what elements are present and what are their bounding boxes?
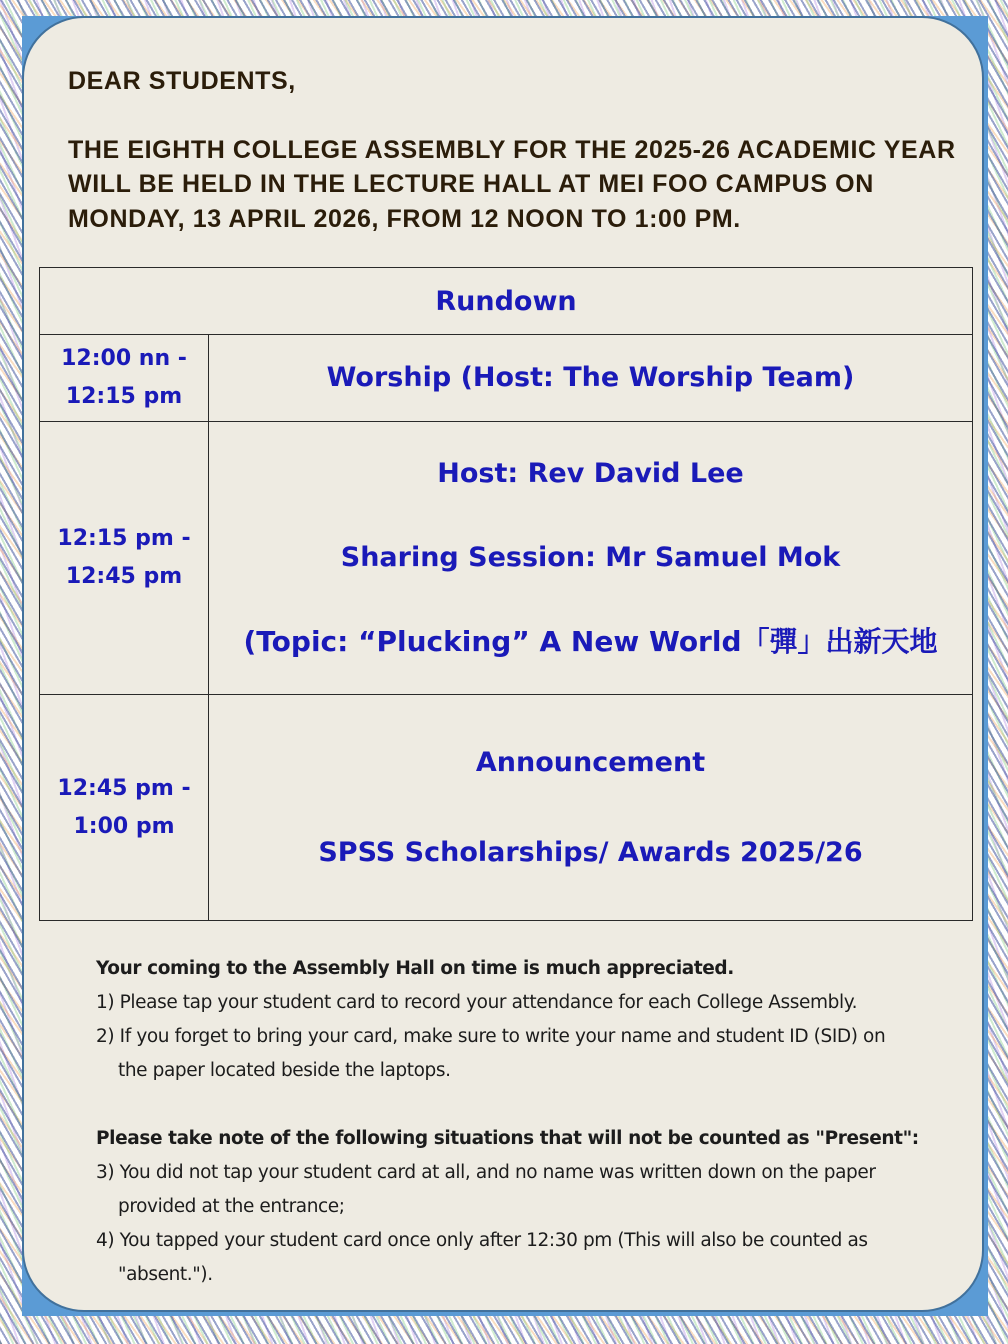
time-cell — [40, 695, 209, 921]
event-sharing-session: Sharing Session: Mr Samuel Mok — [340, 542, 841, 573]
notes-heading-1: Your coming to the Assembly Hall on time is much appreciated. — [96, 958, 734, 979]
event-cell — [209, 335, 973, 422]
event-cell — [209, 695, 973, 921]
rundown-table — [39, 267, 973, 921]
time-cell — [40, 422, 209, 695]
time-start: 12:45 pm - — [57, 775, 191, 801]
time-end: 12:45 pm — [65, 564, 183, 589]
time-end: 12:15 pm — [65, 384, 183, 409]
greeting: DEAR STUDENTS, — [68, 67, 296, 95]
event-cell — [209, 422, 973, 695]
time-end: 1:00 pm — [73, 813, 175, 839]
note-item-4-cont: "absent."). — [118, 1264, 213, 1285]
note-item-2-cont: the paper located beside the laptops. — [118, 1060, 451, 1081]
table-row — [40, 422, 973, 695]
note-item-4: 4) You tapped your student card once only after 12:30 pm (This will also be counted as — [96, 1230, 868, 1251]
rundown-header-row — [40, 268, 973, 335]
intro-line-3: MONDAY, 13 APRIL 2026, FROM 12 NOON TO 1:00 PM. — [68, 204, 741, 233]
notes-heading-2: Please take note of the following situations that will not be counted as "Present": — [96, 1128, 919, 1149]
note-item-2: 2) If you forget to bring your card, make sure to write your name and student ID (SID) on — [96, 1026, 886, 1047]
event-scholarships: SPSS Scholarships/ Awards 2025/26 — [318, 836, 863, 868]
time-start: 12:15 pm - — [57, 526, 191, 551]
intro-line-2: WILL BE HELD IN THE LECTURE HALL AT MEI FOO CAMPUS ON — [68, 170, 874, 198]
event-worship: Worship (Host: The Worship Team) — [326, 362, 855, 393]
spacer — [96, 1088, 926, 1122]
event-announcement: Announcement — [475, 746, 706, 778]
time-cell — [40, 335, 209, 422]
event-topic: (Topic: “Plucking” A New World「彈」出新天地 — [243, 625, 938, 658]
note-item-1: 1) Please tap your student card to record your attendance for each College Assembly. — [96, 992, 858, 1013]
intro-line-1: THE EIGHTH COLLEGE ASSEMBLY FOR THE 2025-26 ACADEMIC YEAR — [68, 135, 956, 164]
table-row — [40, 695, 973, 921]
event-host: Host: Rev David Lee — [437, 458, 744, 489]
intro-text — [68, 64, 968, 236]
table-row — [40, 335, 973, 422]
note-item-3-cont: provided at the entrance; — [118, 1196, 345, 1217]
rundown-title: Rundown — [40, 268, 973, 335]
attendance-notes — [96, 952, 926, 1292]
note-item-3: 3) You did not tap your student card at all, and no name was written down on the paper — [96, 1162, 876, 1183]
time-start: 12:00 nn - — [61, 346, 187, 371]
